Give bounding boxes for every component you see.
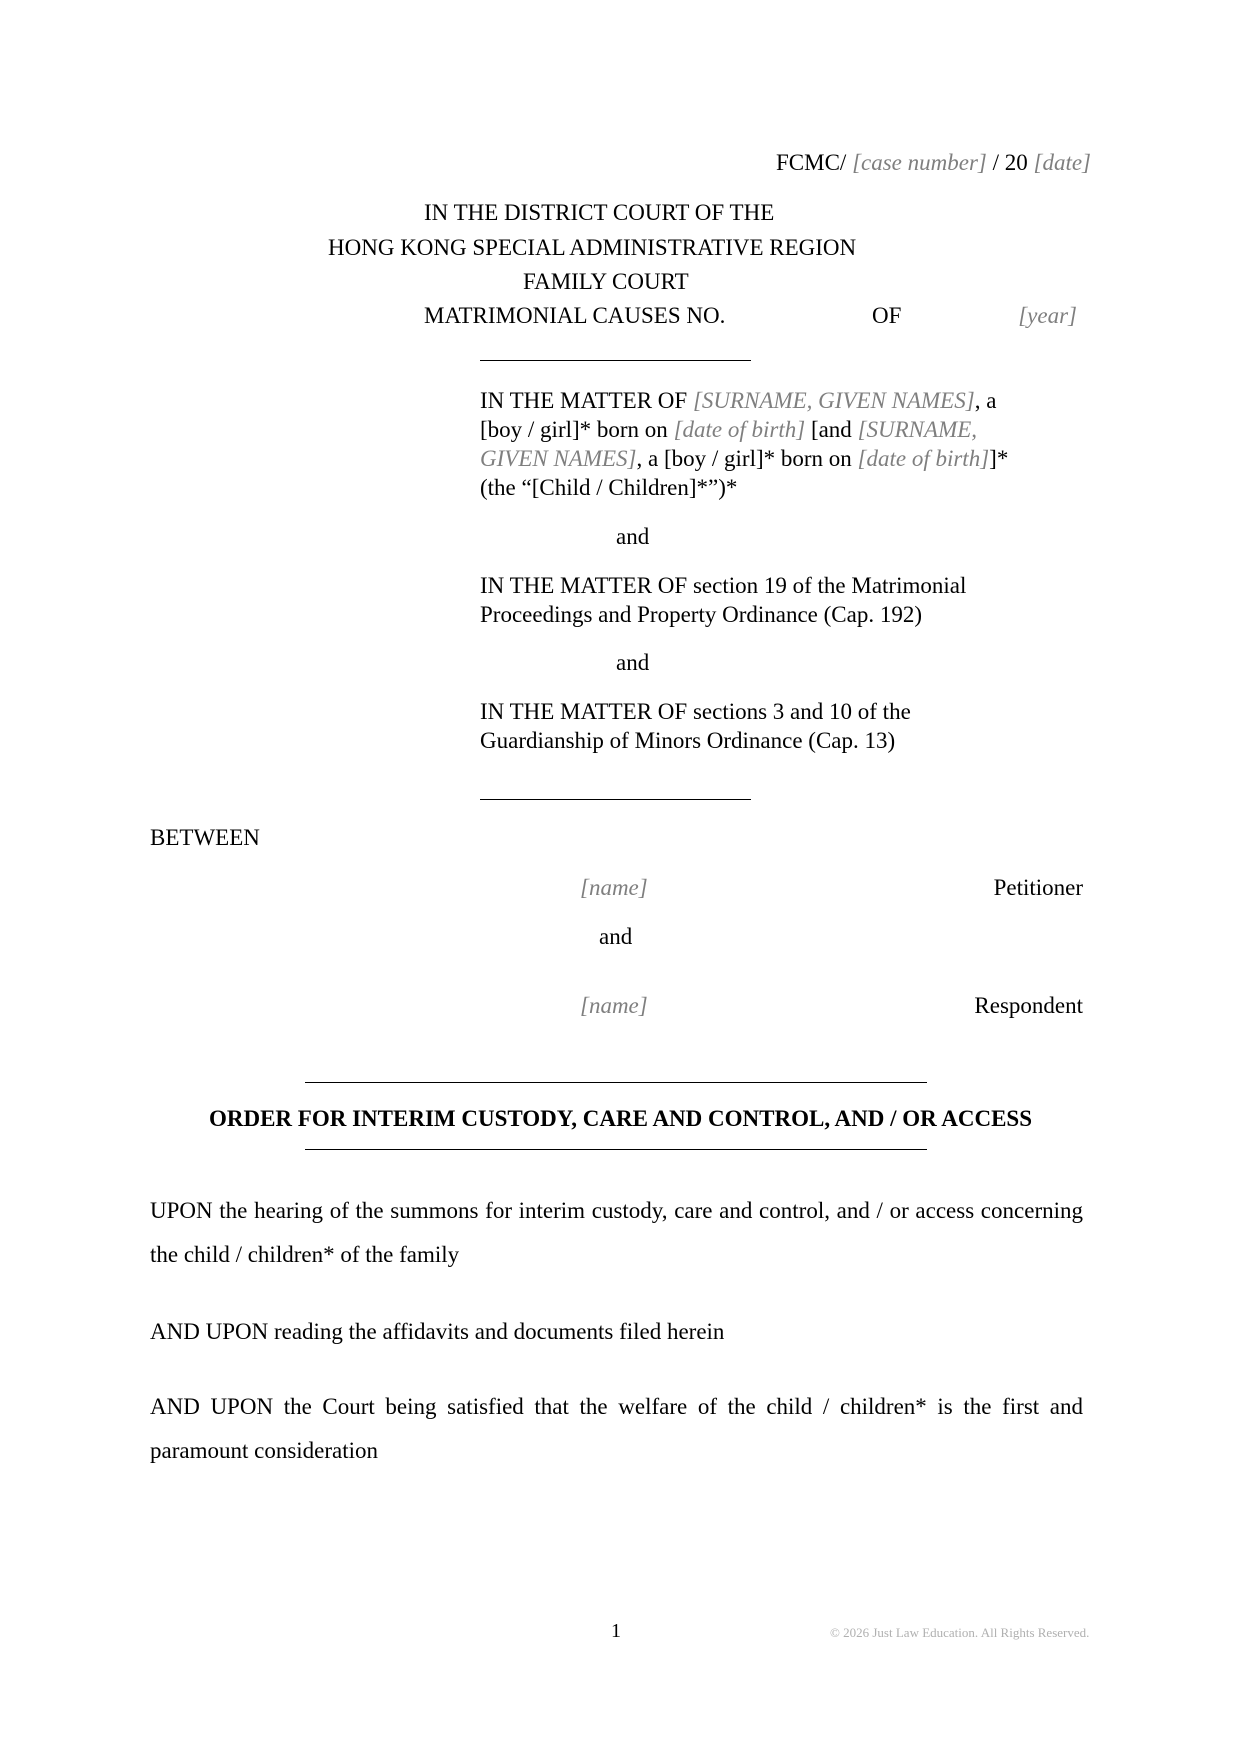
title-rule-bottom bbox=[305, 1149, 927, 1150]
recital-paragraph-3: AND UPON the Court being satisfied that the welfare of the child / children* is the first and paramount consideration bbox=[150, 1394, 1083, 1463]
matter-statute-1: IN THE MATTER OF section 19 of the Matrimonial Proceedings and Property Ordinance (Cap. 192) bbox=[480, 573, 967, 627]
matter-child-block bbox=[480, 386, 1080, 502]
order-title: ORDER FOR INTERIM CUSTODY, CARE AND CONTROL, AND / OR ACCESS bbox=[208, 1106, 1032, 1131]
and-connector-1: and bbox=[616, 524, 650, 549]
matter-statute-2: IN THE MATTER OF sections 3 and 10 of the Guardianship of Minors Ordinance (Cap. 13) bbox=[480, 699, 911, 753]
case-ref-prefix: FCMC/ bbox=[775, 150, 847, 175]
matrimonial-causes-label: MATRIMONIAL CAUSES NO. bbox=[424, 303, 726, 328]
case-ref-year-prefix: / 20 bbox=[992, 150, 1028, 175]
court-line-3: FAMILY COURT bbox=[523, 269, 689, 294]
case-number-placeholder: [case number] bbox=[852, 150, 987, 175]
respondent-label: Respondent bbox=[974, 993, 1083, 1018]
between-label: BETWEEN bbox=[150, 825, 260, 850]
case-reference bbox=[776, 148, 1091, 177]
court-line-2: HONG KONG SPECIAL ADMINISTRATIVE REGION bbox=[328, 235, 857, 260]
page-number: 1 bbox=[611, 1620, 621, 1642]
matter-child-line-3: GIVEN NAMES], a [boy / girl]* born on [date of birth]]* bbox=[480, 446, 1009, 471]
second-dob-placeholder: [date of birth] bbox=[857, 446, 990, 471]
petitioner-label: Petitioner bbox=[993, 875, 1083, 900]
divider-top bbox=[480, 360, 751, 361]
recital-paragraph-2: AND UPON reading the affidavits and documents filed herein bbox=[150, 1319, 725, 1344]
court-line-1: IN THE DISTRICT COURT OF THE bbox=[424, 200, 775, 225]
of-label: OF bbox=[872, 303, 902, 328]
second-child-name-placeholder: [SURNAME, bbox=[857, 417, 978, 442]
petitioner-name-placeholder: [name] bbox=[580, 875, 648, 900]
parties-and: and bbox=[599, 924, 633, 949]
year-placeholder: [year] bbox=[1018, 303, 1077, 328]
divider-middle bbox=[480, 799, 751, 800]
respondent-name-placeholder: [name] bbox=[580, 993, 648, 1018]
title-rule-top bbox=[305, 1082, 927, 1083]
case-date-placeholder: [date] bbox=[1033, 150, 1091, 175]
matter-child-line-1: IN THE MATTER OF [SURNAME, GIVEN NAMES], a bbox=[480, 388, 997, 413]
matter-child-line-4: (the “[Child / Children]*”)* bbox=[480, 475, 738, 500]
copyright-notice: © 2026 Just Law Education. All Rights Reserved. bbox=[830, 1625, 1090, 1640]
and-connector-2: and bbox=[616, 650, 650, 675]
dob-placeholder: [date of birth] bbox=[673, 417, 806, 442]
matter-child-line-2: [boy / girl]* born on [date of birth] [and [SURNAME, bbox=[480, 417, 978, 442]
child-name-placeholder: [SURNAME, GIVEN NAMES] bbox=[692, 388, 975, 413]
recital-paragraph-1: UPON the hearing of the summons for interim custody, care and control, and / or access concerning the child / children* of the family bbox=[150, 1198, 1083, 1267]
